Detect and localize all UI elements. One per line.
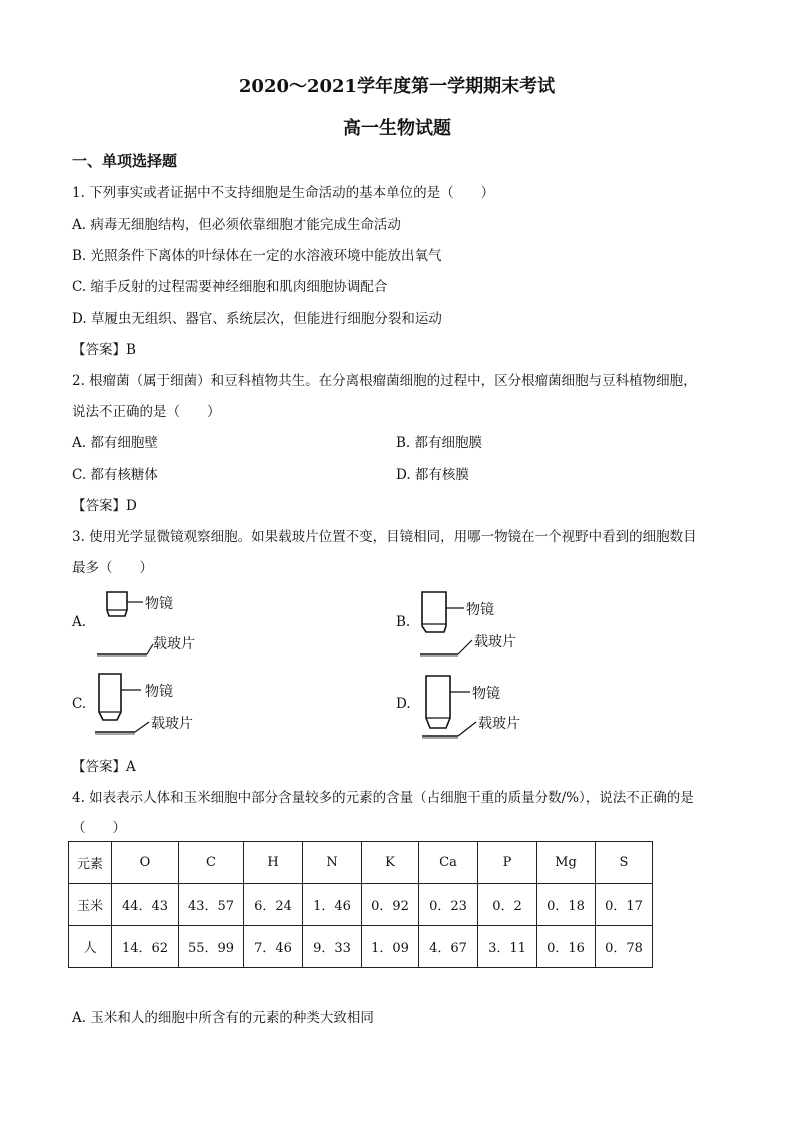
q1-stem: 1. 下列事实或者证据中不支持细胞是生命活动的基本单位的是（ ） [72, 185, 495, 201]
table-cell: 43．57 [179, 884, 244, 926]
table-cell: P [478, 842, 537, 884]
q1-answer: 【答案】B [72, 342, 136, 358]
q2-stem-line2: 说法不正确的是（ ） [72, 404, 221, 420]
table-cell: 6．24 [244, 884, 303, 926]
q3-diagram-b [418, 588, 538, 660]
q3-c-objective-label: 物镜 [145, 684, 173, 700]
q1-option-c: C. 缩手反射的过程需要神经细胞和肌肉细胞协调配合 [72, 279, 388, 295]
table-cell: N [303, 842, 362, 884]
page-subtitle: 高一生物试题 [343, 118, 451, 139]
table-row [69, 884, 653, 926]
section-heading: 一、单项选择题 [72, 152, 178, 170]
q3-diagram-a [95, 588, 215, 660]
table-cell: 玉米 [69, 884, 112, 926]
table-cell: 0．2 [478, 884, 537, 926]
table-cell: Mg [537, 842, 596, 884]
q3-diagram-d [418, 672, 538, 744]
q3-option-b-label: B. [396, 614, 411, 630]
q3-c-slide-label: 载玻片 [151, 716, 193, 732]
q3-option-d-label: D. [396, 696, 411, 712]
table-cell: K [362, 842, 419, 884]
q4-option-a: A. 玉米和人的细胞中所含有的元素的种类大致相同 [72, 1010, 374, 1026]
table-cell: 0．23 [419, 884, 478, 926]
table-cell: S [596, 842, 653, 884]
q2-option-a: A. 都有细胞壁 [72, 435, 158, 451]
q3-stem-line2: 最多（ ） [72, 560, 153, 576]
q2-option-b: B. 都有细胞膜 [396, 435, 483, 451]
q3-option-c-label: C. [72, 696, 87, 712]
q2-option-c: C. 都有核糖体 [72, 467, 158, 483]
table-cell: 0．17 [596, 884, 653, 926]
q3-option-a-label: A. [72, 614, 87, 630]
table-cell: 元素 [69, 842, 112, 884]
q3-b-slide-label: 载玻片 [474, 634, 516, 650]
q3-answer: 【答案】A [72, 759, 136, 775]
q3-b-objective-label: 物镜 [466, 602, 494, 618]
q2-stem-line1: 2. 根瘤菌（属于细菌）和豆科植物共生。在分离根瘤菌细胞的过程中，区分根瘤菌细胞与豆科植物细胞， [72, 373, 697, 389]
q3-stem-line1: 3. 使用光学显微镜观察细胞。如果载玻片位置不变，目镜相同，用哪一物镜在一个视野中看到的细胞数目 [72, 529, 697, 545]
table-cell: Ca [419, 842, 478, 884]
element-content-table [68, 841, 653, 968]
q1-option-a: A. 病毒无细胞结构，但必须依靠细胞才能完成生命活动 [72, 217, 401, 233]
table-header-row [69, 842, 653, 884]
table-cell: 14．62 [112, 926, 179, 968]
table-cell: 0．78 [596, 926, 653, 968]
table-cell: 人 [69, 926, 112, 968]
table-cell: 9．33 [303, 926, 362, 968]
table-cell: C [179, 842, 244, 884]
q3-a-slide-label: 载玻片 [153, 636, 195, 652]
q1-option-d: D. 草履虫无组织、器官、系统层次，但能进行细胞分裂和运动 [72, 311, 442, 327]
table-cell: 55．99 [179, 926, 244, 968]
q3-d-objective-label: 物镜 [472, 686, 500, 702]
q2-answer: 【答案】D [72, 498, 137, 514]
table-cell: 0．92 [362, 884, 419, 926]
q3-diagram-c [93, 672, 213, 744]
q4-stem-line2: （ ） [72, 820, 126, 836]
q1-option-b: B. 光照条件下离体的叶绿体在一定的水溶液环境中能放出氧气 [72, 248, 442, 264]
table-cell: 1．46 [303, 884, 362, 926]
q2-option-d: D. 都有核膜 [396, 467, 469, 483]
table-cell: O [112, 842, 179, 884]
table-cell: 1．09 [362, 926, 419, 968]
q3-a-objective-label: 物镜 [145, 596, 173, 612]
table-cell: 7．46 [244, 926, 303, 968]
table-cell: 0．18 [537, 884, 596, 926]
table-row [69, 926, 653, 968]
q4-stem-line1: 4. 如表表示人体和玉米细胞中部分含量较多的元素的含量（占细胞干重的质量分数/%），说法不正确的是 [72, 790, 694, 806]
table-cell: 4．67 [419, 926, 478, 968]
table-cell: 44．43 [112, 884, 179, 926]
table-cell: 3．11 [478, 926, 537, 968]
table-cell: H [244, 842, 303, 884]
q3-d-slide-label: 载玻片 [478, 716, 520, 732]
page-title: 2020～2021学年度第一学期期末考试 [238, 76, 556, 97]
table-cell: 0．16 [537, 926, 596, 968]
